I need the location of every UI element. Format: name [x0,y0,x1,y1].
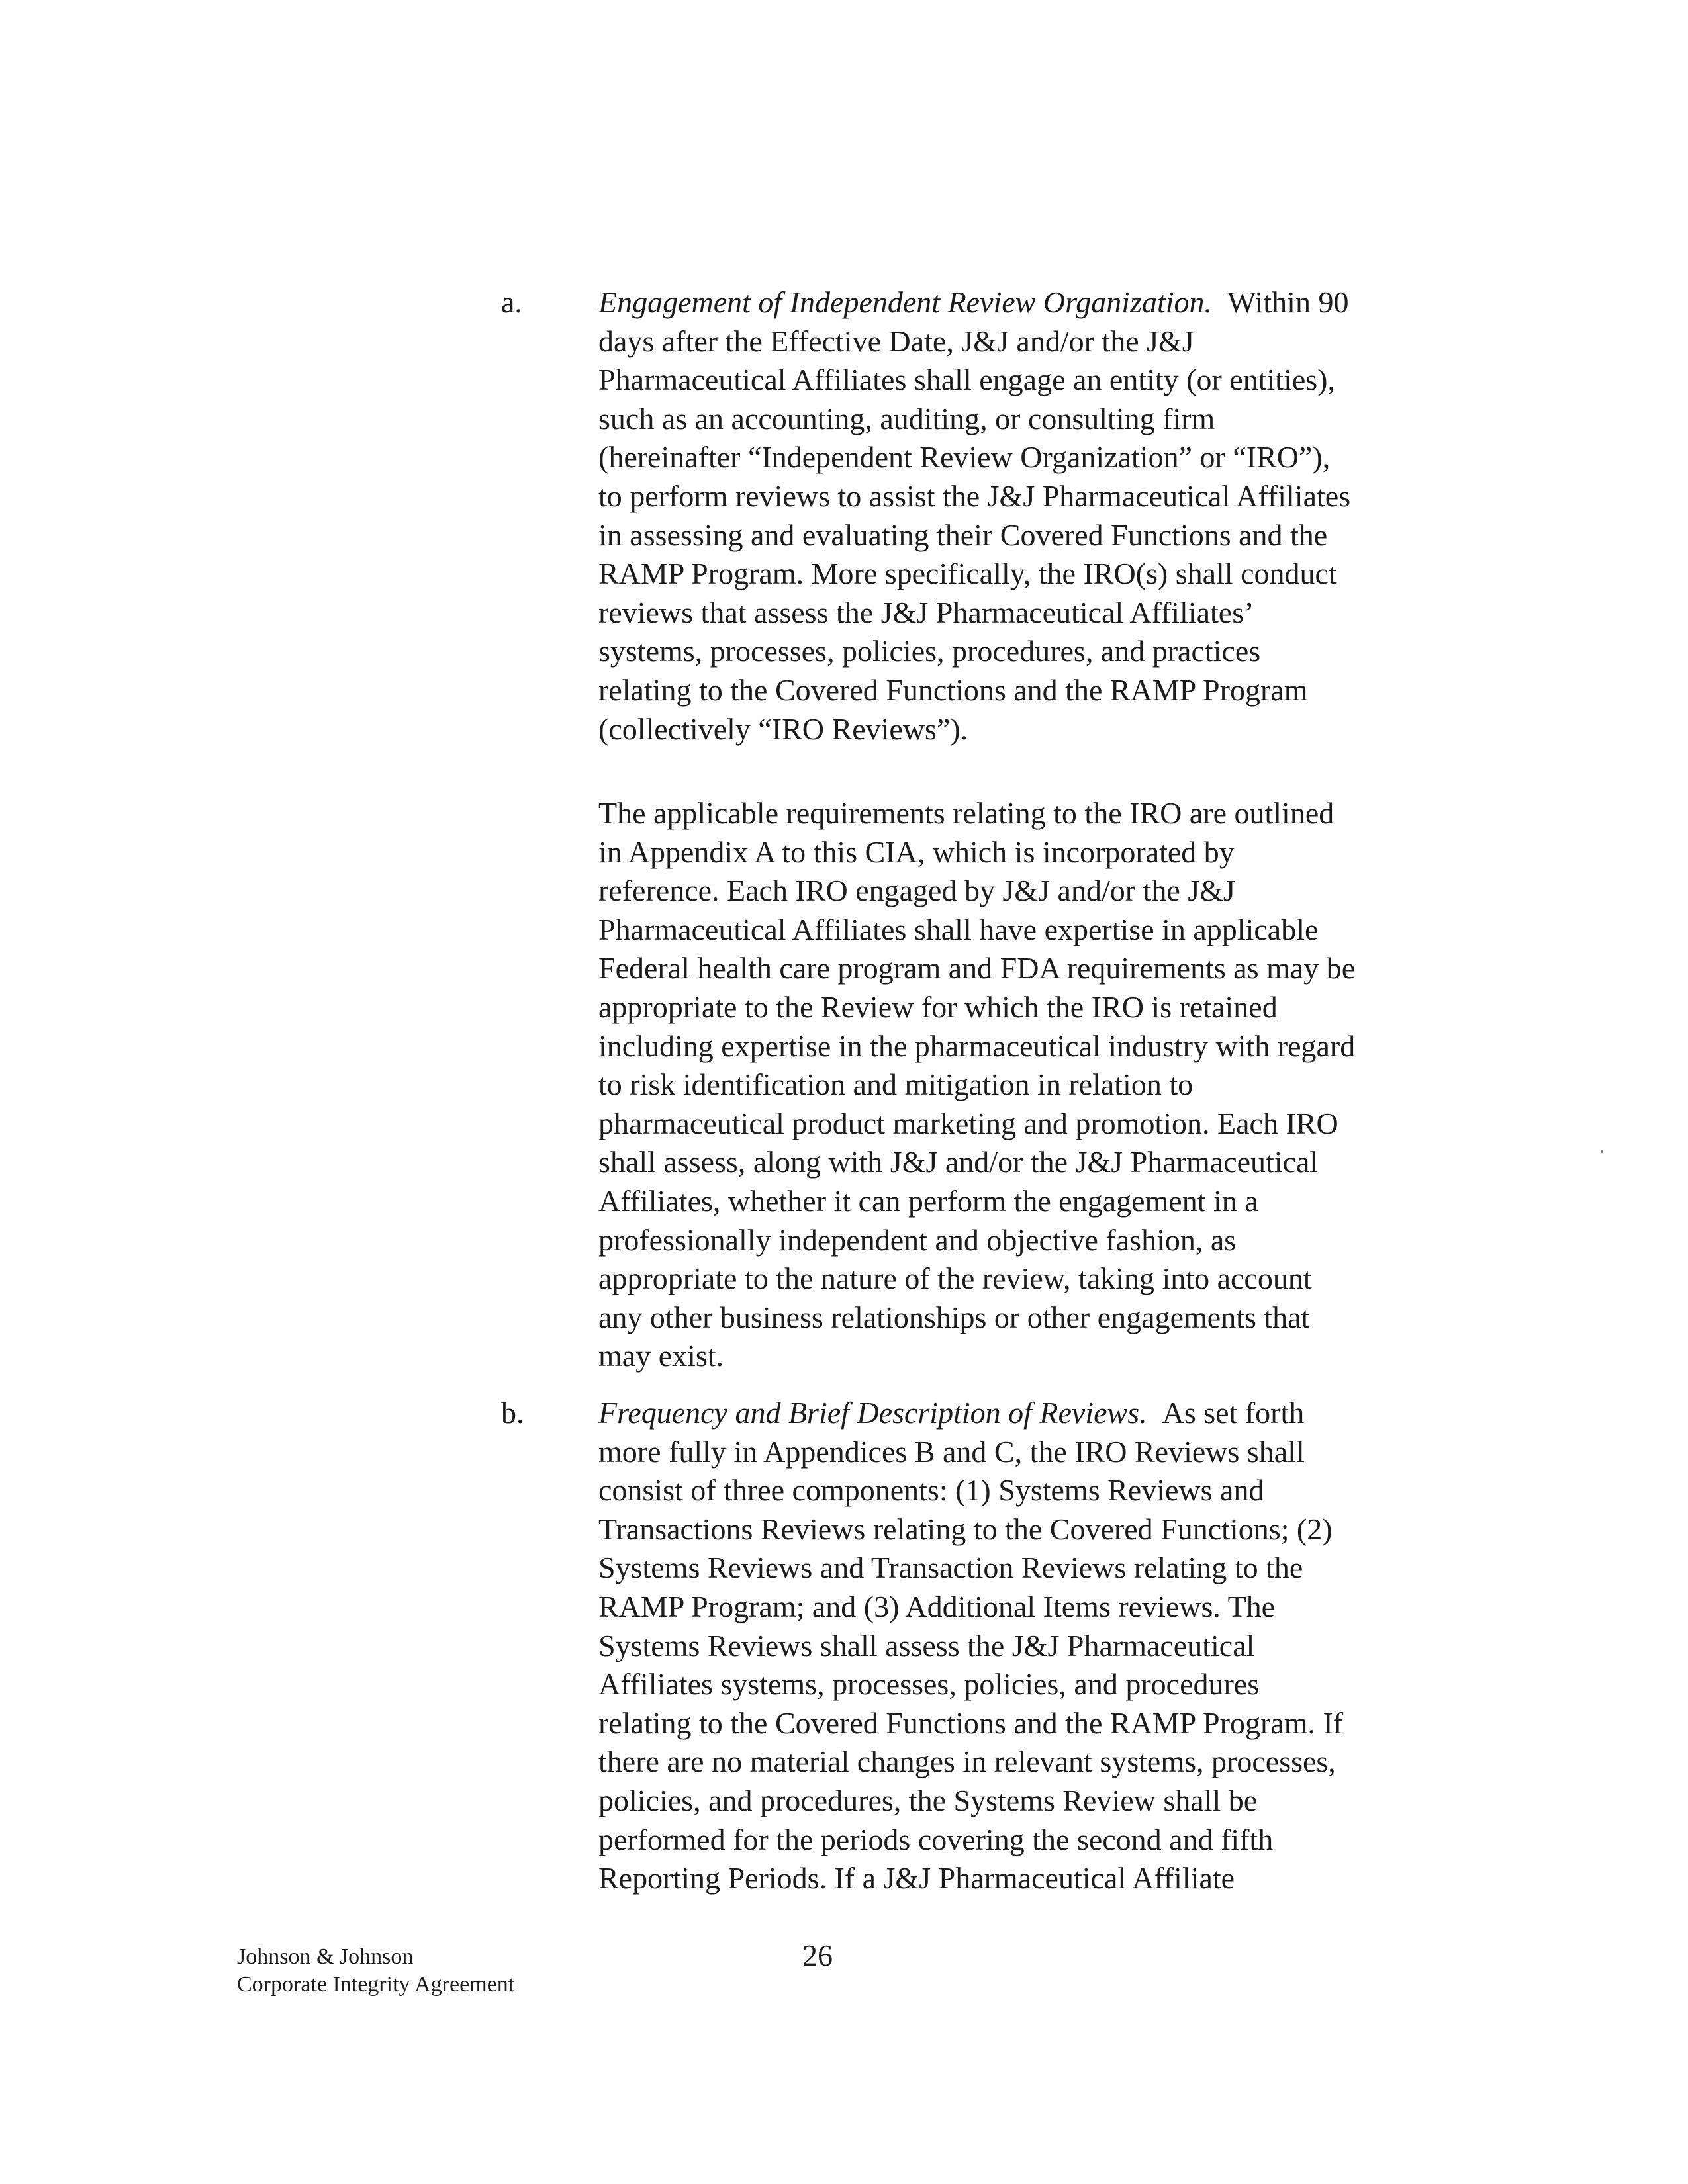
scan-speck [1601,1150,1603,1153]
section-a-heading: Engagement of Independent Review Organization. [598,285,1213,319]
text-line: appropriate to the Review for which the IRO is retained [598,989,1278,1024]
text-line: such as an accounting, auditing, or consulting firm [598,401,1215,435]
text-line: to risk identification and mitigation in relation to [598,1068,1194,1102]
text-line: there are no material changes in relevant systems, processes, [598,1745,1336,1779]
text-line: systems, processes, policies, procedures, and practices [598,634,1261,668]
text-line: Pharmaceutical Affiliates shall have expertise in applicable [598,912,1319,946]
text-line: (collectively “IRO Reviews”). [598,711,968,746]
text-line: to perform reviews to assist the J&J Pharmaceutical Affiliates [598,478,1351,513]
footer-company: Johnson & Johnson [237,1944,414,1969]
text-line: performed for the periods covering the second and fifth [598,1822,1274,1856]
text-line: Affiliates systems, processes, policies, and procedures [598,1667,1260,1702]
text-line: RAMP Program. More specifically, the IRO(s) shall conduct [598,557,1337,591]
section-b-first-line [598,1394,1472,1433]
footer-document-title [237,1943,514,1999]
text-line: RAMP Program; and (3) Additional Items reviews. The [598,1589,1276,1623]
text-line: Within 90 [1227,285,1349,319]
text-line: Systems Reviews shall assess the J&J Pharmaceutical [598,1628,1255,1662]
section-b-marker: b. [501,1396,524,1430]
text-line: pharmaceutical product marketing and promotion. Each IRO [598,1106,1338,1140]
text-line: more fully in Appendices B and C, the IRO Reviews shall [598,1434,1305,1469]
section-a-paragraph-2 [598,794,1472,1376]
text-line: (hereinafter “Independent Review Organization” or “IRO”), [598,440,1331,475]
section-b-heading: Frequency and Brief Description of Reviews. [598,1396,1147,1430]
text-line: in assessing and evaluating their Covered Functions and the [598,518,1328,552]
section-a-first-line [598,283,1472,322]
text-line: relating to the Covered Functions and the RAMP Program. If [598,1706,1344,1740]
text-line: days after the Effective Date, J&J and/or the J&J [598,324,1194,358]
section-b-paragraph [598,1394,1472,1898]
text-line: reference. Each IRO engaged by J&J and/or the J&J [598,874,1235,908]
text-line: professionally independent and objective fashion, as [598,1222,1237,1257]
text-line: relating to the Covered Functions and the RAMP Program [598,672,1308,707]
text-line: shall assess, along with J&J and/or the J&J Pharmaceutical [598,1145,1319,1179]
section-a-marker: a. [501,285,522,319]
section-a-paragraph-1 [598,283,1472,749]
text-line: including expertise in the pharmaceutical industry with regard [598,1028,1356,1063]
text-line: As set forth [1162,1396,1305,1430]
text-line: Transactions Reviews relating to the Covered Functions; (2) [598,1512,1333,1546]
text-line: The applicable requirements relating to the IRO are outlined [598,796,1335,830]
text-line: Pharmaceutical Affiliates shall engage an entity (or entities), [598,363,1335,397]
text-line: reviews that assess the J&J Pharmaceutical Affiliates’ [598,595,1254,629]
text-line: Systems Reviews and Transaction Reviews relating to the [598,1551,1303,1585]
text-line: consist of three components: (1) Systems Reviews and [598,1473,1264,1508]
page-number: 26 [802,1938,833,1972]
text-line: Reporting Periods. If a J&J Pharmaceutical Affiliate [598,1861,1235,1895]
footer-agreement-name: Corporate Integrity Agreement [237,1972,515,1997]
text-line: any other business relationships or other engagements that [598,1300,1310,1334]
text-line: may exist. [598,1339,724,1373]
text-line: Federal health care program and FDA requirements as may be [598,951,1356,985]
text-line: in Appendix A to this CIA, which is incorporated by [598,835,1235,869]
text-line: Affiliates, whether it can perform the engagement in a [598,1183,1258,1218]
text-line: policies, and procedures, the Systems Review shall be [598,1783,1258,1817]
text-line: appropriate to the nature of the review, taking into account [598,1261,1312,1296]
